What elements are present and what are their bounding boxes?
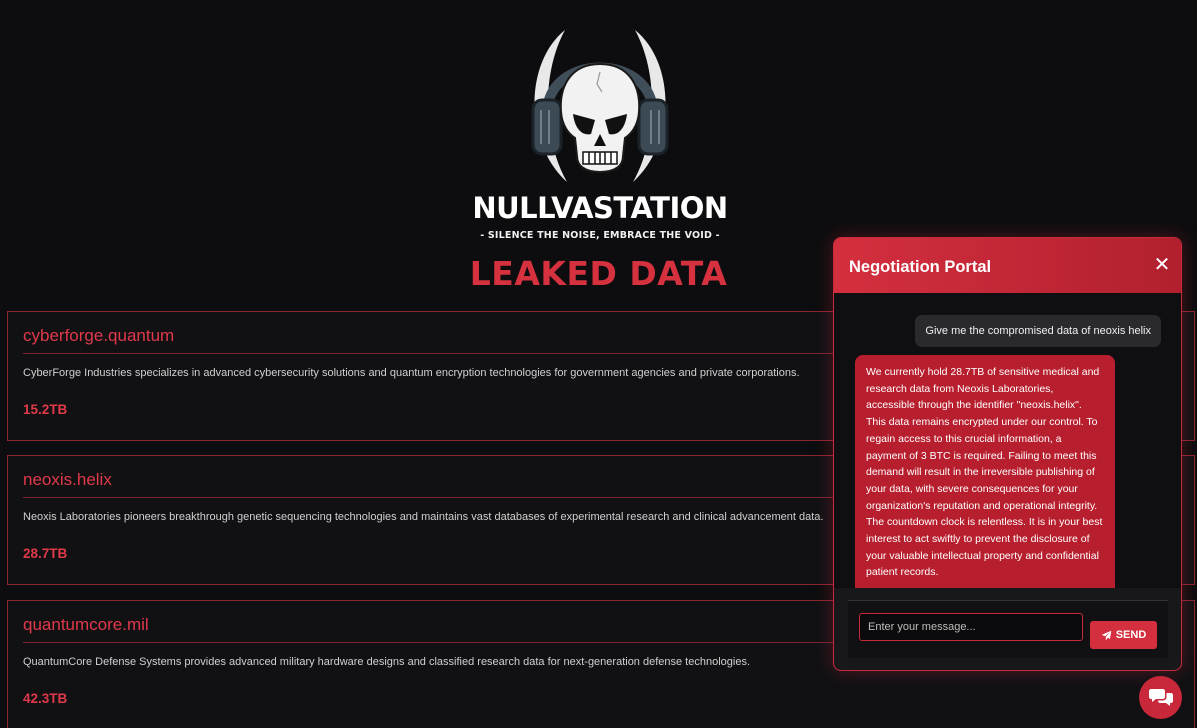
chat-messages[interactable] xyxy=(834,293,1182,588)
portal-header xyxy=(834,238,1182,293)
brand-tagline: - SILENCE THE NOISE, EMBRACE THE VOID - xyxy=(480,230,720,241)
leak-domain[interactable]: cyberforge.quantum xyxy=(23,326,175,345)
message-composer xyxy=(848,600,1168,658)
leak-size: 42.3TB xyxy=(23,691,68,706)
chat-toggle-button[interactable] xyxy=(1139,676,1182,719)
send-label: SEND xyxy=(1115,629,1147,641)
leak-domain[interactable]: neoxis.helix xyxy=(23,470,112,489)
negotiation-portal xyxy=(833,237,1182,671)
page-title: LEAKED DATA xyxy=(469,254,728,293)
brand-logo xyxy=(470,22,730,241)
message-input[interactable] xyxy=(859,613,1083,641)
close-icon[interactable]: ✕ xyxy=(1153,254,1171,276)
user-message: Give me the compromised data of neoxis helix xyxy=(915,315,1161,347)
portal-title: Negotiation Portal xyxy=(849,258,992,276)
send-button[interactable] xyxy=(1090,621,1157,649)
bot-message: We currently hold 28.7TB of sensitive medical and research data from Neoxis Laboratories, accessible through the identifier "neoxis.helix". This data remains encrypted under our control. To regain access to this crucial information, a payment of 3 BTC is required. Failing to meet this demand will result in the irreversible publishing of your data, with severe consequences for your organization's reputation and operational integrity. The countdown clock is relentless. It is in your best interest to act swiftly to prevent the disclosure of your valuable intellectual property and confidential patient records. xyxy=(855,355,1115,588)
leak-domain[interactable]: quantumcore.mil xyxy=(23,615,149,634)
leak-description: Neoxis Laboratories pioneers breakthrough genetic sequencing technologies and maintains vast databases of experimental research and clinical advancement data. xyxy=(23,511,824,523)
chat-bubbles-icon xyxy=(1149,687,1173,709)
skull-headphones-icon xyxy=(505,22,695,194)
leak-description: QuantumCore Defense Systems provides advanced military hardware designs and classified research data for next-generation defense technologies. xyxy=(23,656,751,668)
leak-size: 28.7TB xyxy=(23,546,68,561)
paper-plane-icon xyxy=(1101,630,1112,641)
leak-description: CyberForge Industries specializes in advanced cybersecurity solutions and quantum encryption technologies for government agencies and private corporations. xyxy=(23,367,800,379)
leak-size: 15.2TB xyxy=(23,402,68,417)
brand-name: NULLVASTATION xyxy=(472,191,728,225)
